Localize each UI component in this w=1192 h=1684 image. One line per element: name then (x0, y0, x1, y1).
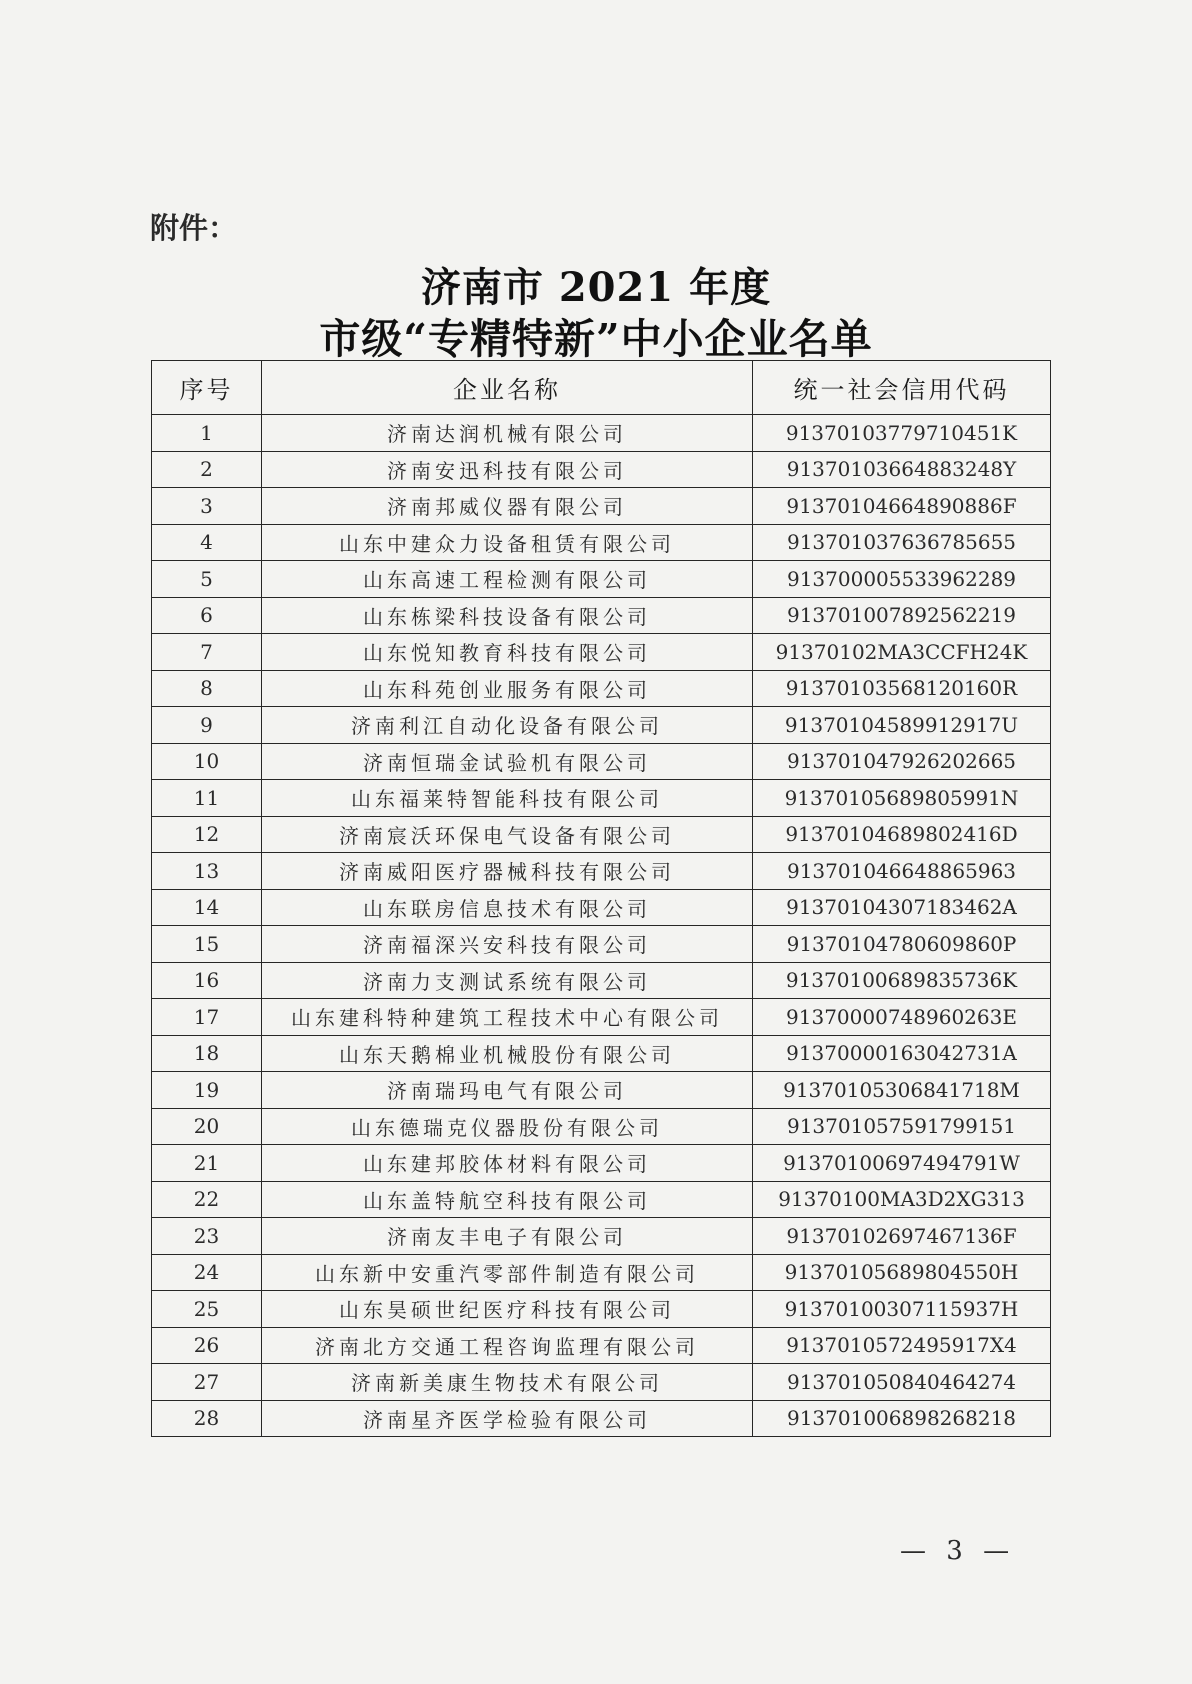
table-row (152, 1145, 1051, 1182)
table-row (152, 524, 1051, 561)
row-index: 12 (152, 816, 262, 853)
credit-code: 91370103664883248Y (753, 451, 1051, 488)
credit-code: 91370102MA3CCFH24K (753, 634, 1051, 671)
row-index: 9 (152, 707, 262, 744)
table-row (152, 1291, 1051, 1328)
credit-code: 913701007892562219 (753, 597, 1051, 634)
company-name: 济南北方交通工程咨询监理有限公司 (262, 1327, 753, 1364)
row-index: 7 (152, 634, 262, 671)
credit-code: 913701037636785655 (753, 524, 1051, 561)
row-index: 1 (152, 415, 262, 452)
credit-code: 913701006898268218 (753, 1400, 1051, 1437)
credit-code: 91370104664890886F (753, 488, 1051, 525)
company-name: 济南恒瑞金试验机有限公司 (262, 743, 753, 780)
company-name: 济南新美康生物技术有限公司 (262, 1364, 753, 1401)
table-row (152, 1327, 1051, 1364)
credit-code: 91370000163042731A (753, 1035, 1051, 1072)
company-name: 济南星齐医学检验有限公司 (262, 1400, 753, 1437)
credit-code: 91370104589912917U (753, 707, 1051, 744)
row-index: 26 (152, 1327, 262, 1364)
attachment-label: 附件： (150, 211, 238, 245)
row-index: 23 (152, 1218, 262, 1255)
row-index: 28 (152, 1400, 262, 1437)
table-row (152, 1108, 1051, 1145)
table-row (152, 561, 1051, 598)
table-row (152, 780, 1051, 817)
company-name: 济南力支测试系统有限公司 (262, 962, 753, 999)
company-name: 山东新中安重汽零部件制造有限公司 (262, 1254, 753, 1291)
table-row (152, 889, 1051, 926)
company-name: 山东福莱特智能科技有限公司 (262, 780, 753, 817)
row-index: 24 (152, 1254, 262, 1291)
credit-code: 9137010572495917X4 (753, 1327, 1051, 1364)
credit-code: 91370100307115937H (753, 1291, 1051, 1328)
credit-code: 91370104780609860P (753, 926, 1051, 963)
page-number: — 3 — (900, 1536, 1016, 1566)
row-index: 6 (152, 597, 262, 634)
credit-code: 913701050840464274 (753, 1364, 1051, 1401)
table-row (152, 853, 1051, 890)
company-name: 济南达润机械有限公司 (262, 415, 753, 452)
header-index: 序号 (152, 361, 262, 415)
company-name: 济南宸沃环保电气设备有限公司 (262, 816, 753, 853)
company-name: 山东天鹅棉业机械股份有限公司 (262, 1035, 753, 1072)
company-name: 山东科苑创业服务有限公司 (262, 670, 753, 707)
credit-code: 91370100689835736K (753, 962, 1051, 999)
table-row (152, 1181, 1051, 1218)
company-name: 济南威阳医疗器械科技有限公司 (262, 853, 753, 890)
row-index: 8 (152, 670, 262, 707)
table-row (152, 415, 1051, 452)
table-row (152, 670, 1051, 707)
row-index: 14 (152, 889, 262, 926)
credit-code: 91370000748960263E (753, 999, 1051, 1036)
company-name: 济南瑞玛电气有限公司 (262, 1072, 753, 1109)
credit-code: 91370100MA3D2XG313 (753, 1181, 1051, 1218)
row-index: 20 (152, 1108, 262, 1145)
row-index: 4 (152, 524, 262, 561)
row-index: 16 (152, 962, 262, 999)
company-name: 济南福深兴安科技有限公司 (262, 926, 753, 963)
table-row (152, 816, 1051, 853)
title-line-1: 济南市 2021 年度 (420, 264, 772, 311)
table-row (152, 488, 1051, 525)
table-header-row (152, 361, 1051, 415)
credit-code: 91370105689805991N (753, 780, 1051, 817)
company-name: 山东昊硕世纪医疗科技有限公司 (262, 1291, 753, 1328)
company-name: 山东联房信息技术有限公司 (262, 889, 753, 926)
table-row (152, 926, 1051, 963)
credit-code: 91370103779710451K (753, 415, 1051, 452)
credit-code: 91370102697467136F (753, 1218, 1051, 1255)
table-row (152, 999, 1051, 1036)
row-index: 15 (152, 926, 262, 963)
table-row (152, 1072, 1051, 1109)
table-row (152, 962, 1051, 999)
company-name: 山东中建众力设备租赁有限公司 (262, 524, 753, 561)
table-row (152, 1364, 1051, 1401)
credit-code: 91370104689802416D (753, 816, 1051, 853)
credit-code: 913701057591799151 (753, 1108, 1051, 1145)
credit-code: 913701046648865963 (753, 853, 1051, 890)
header-company-name: 企业名称 (262, 361, 753, 415)
table-row (152, 634, 1051, 671)
table-row (152, 1035, 1051, 1072)
credit-code: 91370103568120160R (753, 670, 1051, 707)
credit-code: 913701047926202665 (753, 743, 1051, 780)
company-name: 山东盖特航空科技有限公司 (262, 1181, 753, 1218)
company-name: 山东高速工程检测有限公司 (262, 561, 753, 598)
row-index: 18 (152, 1035, 262, 1072)
row-index: 27 (152, 1364, 262, 1401)
credit-code: 91370105306841718M (753, 1072, 1051, 1109)
row-index: 10 (152, 743, 262, 780)
title-line-2: 市级“专精特新”中小企业名单 (319, 315, 873, 363)
credit-code: 91370100697494791W (753, 1145, 1051, 1182)
enterprise-table (151, 360, 1051, 1437)
table-row (152, 1254, 1051, 1291)
company-name: 山东德瑞克仪器股份有限公司 (262, 1108, 753, 1145)
company-name: 济南利江自动化设备有限公司 (262, 707, 753, 744)
row-index: 17 (152, 999, 262, 1036)
row-index: 13 (152, 853, 262, 890)
row-index: 21 (152, 1145, 262, 1182)
company-name: 济南友丰电子有限公司 (262, 1218, 753, 1255)
row-index: 19 (152, 1072, 262, 1109)
header-credit-code: 统一社会信用代码 (753, 361, 1051, 415)
row-index: 22 (152, 1181, 262, 1218)
company-name: 山东建邦胶体材料有限公司 (262, 1145, 753, 1182)
table-row (152, 743, 1051, 780)
table-row (152, 1400, 1051, 1437)
table-row (152, 597, 1051, 634)
company-name: 济南安迅科技有限公司 (262, 451, 753, 488)
table-row (152, 1218, 1051, 1255)
row-index: 2 (152, 451, 262, 488)
table-row (152, 707, 1051, 744)
row-index: 11 (152, 780, 262, 817)
row-index: 25 (152, 1291, 262, 1328)
company-name: 山东建科特种建筑工程技术中心有限公司 (262, 999, 753, 1036)
credit-code: 913700005533962289 (753, 561, 1051, 598)
company-name: 山东栋梁科技设备有限公司 (262, 597, 753, 634)
row-index: 3 (152, 488, 262, 525)
credit-code: 91370105689804550H (753, 1254, 1051, 1291)
row-index: 5 (152, 561, 262, 598)
table-row (152, 451, 1051, 488)
credit-code: 91370104307183462A (753, 889, 1051, 926)
company-name: 济南邦威仪器有限公司 (262, 488, 753, 525)
company-name: 山东悦知教育科技有限公司 (262, 634, 753, 671)
